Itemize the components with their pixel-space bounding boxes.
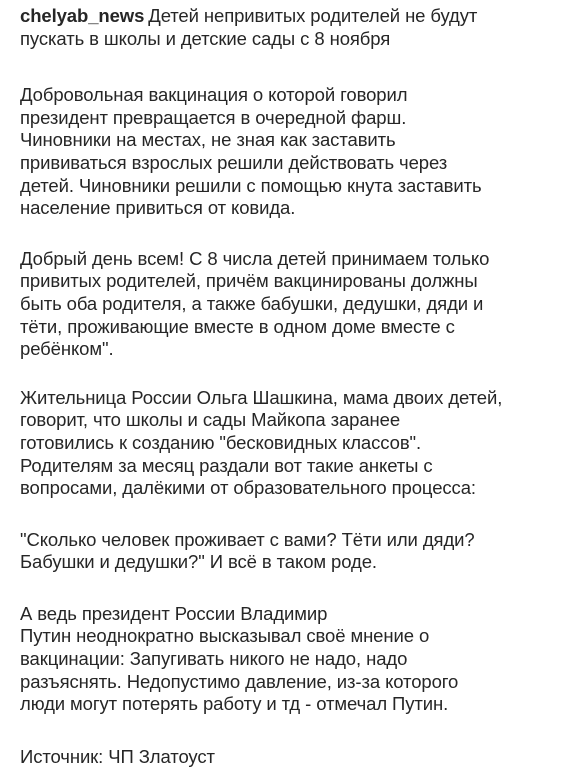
caption-line (20, 5, 548, 28)
text-line: разъяснять. Недопустимо давление, из-за которого (20, 670, 459, 692)
text-line: Добрый день всем! С 8 числа детей принимаем только (20, 247, 490, 269)
text-line: А ведь президент России Владимир (20, 602, 328, 624)
paragraph-2 (20, 248, 548, 361)
text-line: готовились к созданию "бесковидных классов". (20, 431, 422, 453)
text-line: тёти, проживающие вместе в одном доме вместе с (20, 315, 455, 337)
text-line: Родителям за месяц раздали вот такие анкеты с (20, 454, 433, 476)
source-line: Источник: ЧП Златоуст (20, 745, 215, 767)
caption-header (20, 5, 548, 50)
text-line: привитых родителей, причём вакцинированы должны (20, 270, 478, 292)
text-line: вакцинации: Запугивать никого не надо, надо (20, 648, 408, 670)
paragraph-5 (20, 603, 548, 716)
text-line: люди могут потерять работу и тд - отмечал Путин. (20, 693, 449, 715)
text-line: "Сколько человек проживает с вами? Тёти или дяди? (20, 528, 475, 550)
text-line: президент превращается в очередной фарш. (20, 106, 407, 128)
paragraph-3 (20, 387, 548, 500)
text-line: Путин неоднократно высказывал своё мнение о (20, 625, 430, 647)
text-line: Добровольная вакцинация о которой говорил (20, 84, 408, 106)
text-line: быть оба родителя, а также бабушки, дедушки, дяди и (20, 292, 484, 314)
text-line: Жительница России Ольга Шашкина, мама двоих детей, (20, 386, 503, 408)
text-line: ребёнком". (20, 338, 114, 360)
text-line: Чиновники на местах, не зная как заставить (20, 129, 396, 151)
text-line: говорит, что школы и сады Майкопа заранее (20, 409, 401, 431)
text-line: вопросами, далёкими от образовательного процесса: (20, 477, 476, 499)
paragraph-4 (20, 529, 548, 574)
paragraph-1 (20, 84, 548, 220)
username-link[interactable]: chelyab_news (20, 5, 145, 26)
source-paragraph (20, 746, 548, 768)
caption-line: пускать в школы и детские сады с 8 ноября (20, 27, 391, 49)
text-line: прививаться взрослых решили действовать через (20, 151, 448, 173)
text-line: Бабушки и дедушки?" И всё в таком роде. (20, 551, 377, 573)
caption-text: Детей непривитых родителей не будут (148, 5, 478, 26)
text-line: население привиться от ковида. (20, 197, 296, 219)
text-line: детей. Чиновники решили с помощью кнута заставить (20, 174, 482, 196)
